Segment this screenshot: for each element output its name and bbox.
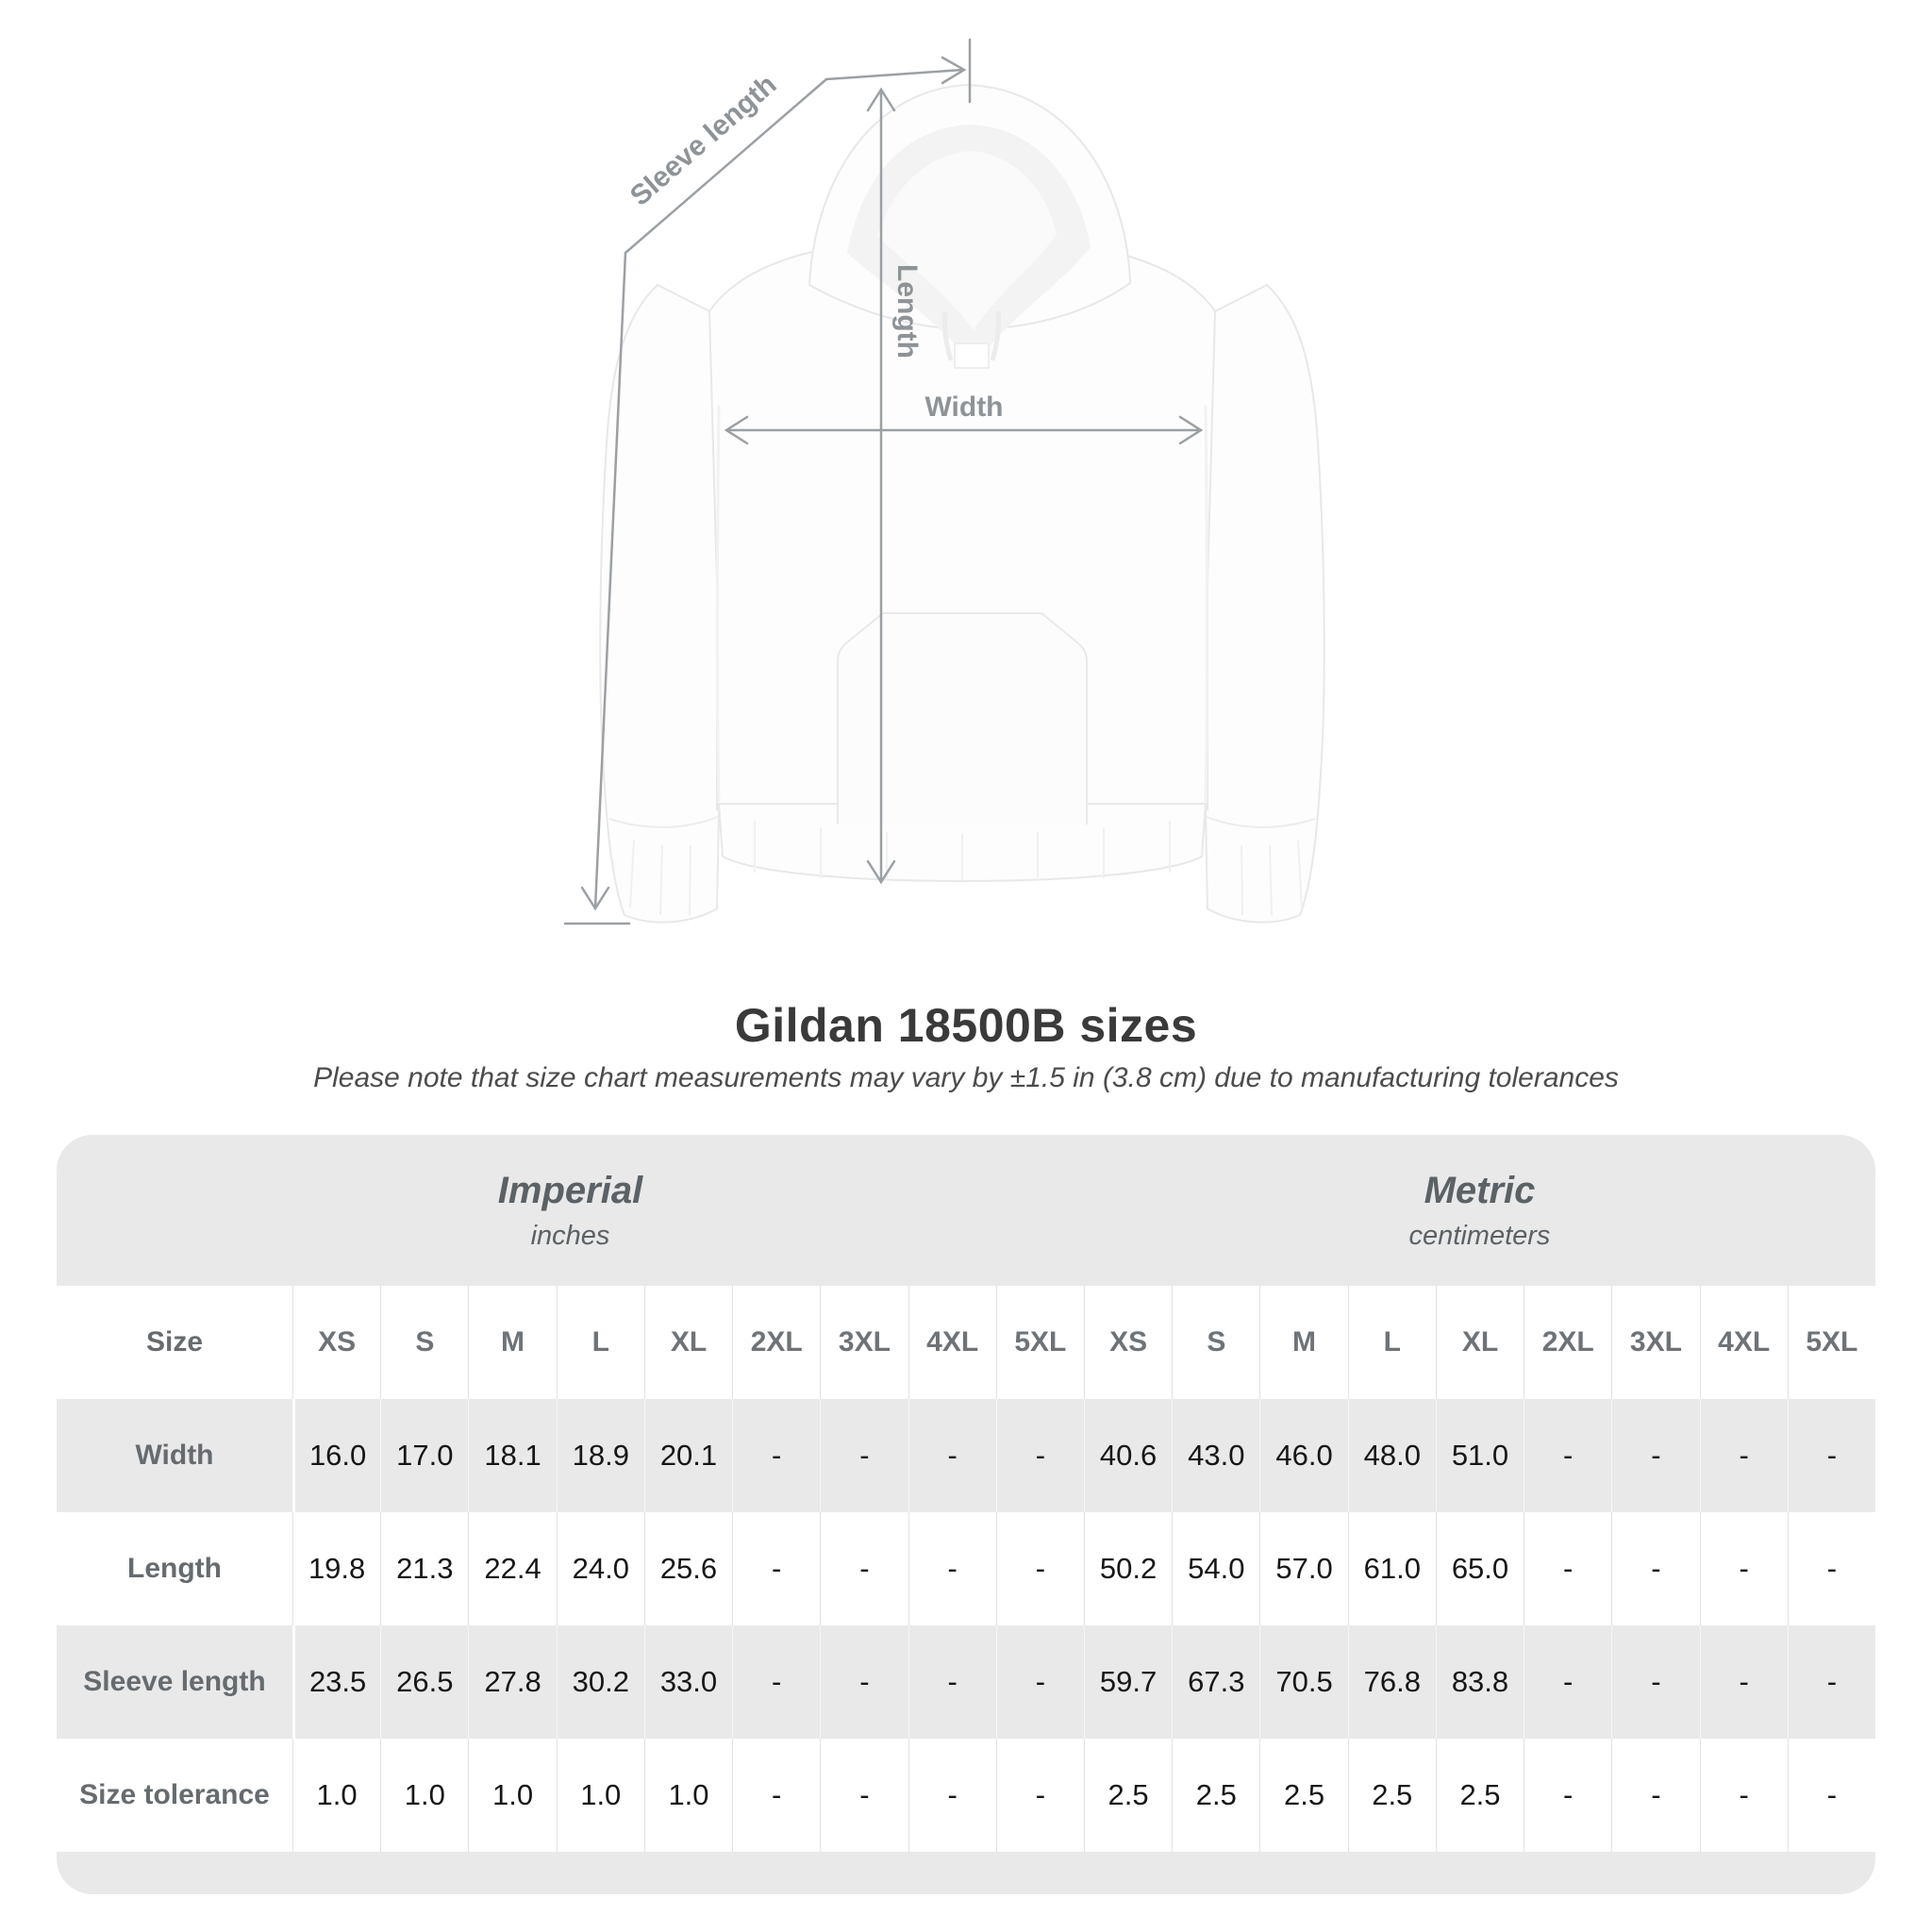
value-cell: - — [1700, 1512, 1788, 1625]
value-cell: 54.0 — [1172, 1512, 1259, 1625]
value-cell: - — [908, 1739, 996, 1852]
value-cell: 40.6 — [1084, 1399, 1172, 1512]
value-cell: 2.5 — [1172, 1739, 1259, 1852]
value-cell: 18.1 — [468, 1399, 556, 1512]
value-cell: - — [820, 1512, 908, 1625]
value-cell: - — [1700, 1399, 1788, 1512]
size-header-cell: XS — [1084, 1286, 1172, 1399]
value-cell: 70.5 — [1259, 1625, 1347, 1739]
size-header-cell: 2XL — [732, 1286, 820, 1399]
value-cell: 1.0 — [468, 1739, 556, 1852]
value-cell: - — [908, 1399, 996, 1512]
value-cell: 1.0 — [292, 1739, 380, 1852]
value-cell: - — [1611, 1625, 1699, 1739]
value-cell: 30.2 — [557, 1625, 644, 1739]
size-header-cell: S — [1172, 1286, 1259, 1399]
value-cell: 23.5 — [292, 1625, 380, 1739]
imperial-unit: inches — [530, 1220, 610, 1251]
value-cell: - — [1611, 1399, 1699, 1512]
value-cell: 22.4 — [468, 1512, 556, 1625]
value-cell: 59.7 — [1084, 1625, 1172, 1739]
value-cell: 1.0 — [557, 1739, 644, 1852]
size-header-cell: XS — [292, 1286, 380, 1399]
size-header-cell: M — [468, 1286, 556, 1399]
value-cell: 2.5 — [1259, 1739, 1347, 1852]
value-cell: - — [996, 1399, 1084, 1512]
value-cell: 50.2 — [1084, 1512, 1172, 1625]
value-cell: 17.0 — [380, 1399, 468, 1512]
value-cell: - — [1524, 1399, 1611, 1512]
size-header-cell: XL — [1436, 1286, 1524, 1399]
row-label: Size tolerance — [57, 1739, 292, 1852]
row-label: Sleeve length — [57, 1625, 292, 1739]
value-cell: - — [1611, 1512, 1699, 1625]
size-column-header: Size — [57, 1286, 292, 1399]
value-cell: - — [1524, 1512, 1611, 1625]
value-cell: 2.5 — [1084, 1739, 1172, 1852]
value-cell: - — [732, 1625, 820, 1739]
size-header-cell: 2XL — [1524, 1286, 1611, 1399]
value-cell: - — [1524, 1625, 1611, 1739]
value-cell: 26.5 — [380, 1625, 468, 1739]
value-cell: 83.8 — [1436, 1625, 1524, 1739]
value-cell: 43.0 — [1172, 1399, 1259, 1512]
metric-group-header — [1084, 1135, 1875, 1286]
value-cell: 18.9 — [557, 1399, 644, 1512]
size-header-cell: 5XL — [1788, 1286, 1875, 1399]
value-cell: 65.0 — [1436, 1512, 1524, 1625]
page-title: Gildan 18500B sizes — [734, 999, 1198, 1052]
sleeve-length-label: Sleeve length — [624, 68, 783, 212]
value-cell: - — [1700, 1739, 1788, 1852]
size-header-cell: S — [380, 1286, 468, 1399]
value-cell: 2.5 — [1436, 1739, 1524, 1852]
value-cell: 51.0 — [1436, 1399, 1524, 1512]
value-cell: 25.6 — [644, 1512, 732, 1625]
size-table-card — [57, 1135, 1875, 1894]
size-header-cell: XL — [644, 1286, 732, 1399]
value-cell: - — [1611, 1739, 1699, 1852]
value-cell: 76.8 — [1348, 1625, 1436, 1739]
value-cell: 67.3 — [1172, 1625, 1259, 1739]
size-header-cell: 4XL — [1700, 1286, 1788, 1399]
value-cell: 21.3 — [380, 1512, 468, 1625]
size-header-cell: 3XL — [1611, 1286, 1699, 1399]
value-cell: 27.8 — [468, 1625, 556, 1739]
value-cell: 61.0 — [1348, 1512, 1436, 1625]
value-cell: 16.0 — [292, 1399, 380, 1512]
value-cell: - — [820, 1399, 908, 1512]
value-cell: - — [996, 1625, 1084, 1739]
value-cell: 1.0 — [644, 1739, 732, 1852]
value-cell: 48.0 — [1348, 1399, 1436, 1512]
value-cell: 24.0 — [557, 1512, 644, 1625]
value-cell: - — [1524, 1739, 1611, 1852]
size-header-cell: 5XL — [996, 1286, 1084, 1399]
size-header-cell: 3XL — [820, 1286, 908, 1399]
value-cell: - — [996, 1512, 1084, 1625]
value-cell: - — [908, 1512, 996, 1625]
size-header-cell: M — [1259, 1286, 1347, 1399]
value-cell: 1.0 — [380, 1739, 468, 1852]
value-cell: 2.5 — [1348, 1739, 1436, 1852]
value-cell: - — [996, 1739, 1084, 1852]
size-header-cell: 4XL — [908, 1286, 996, 1399]
metric-unit: centimeters — [1408, 1220, 1551, 1251]
value-cell: 46.0 — [1259, 1399, 1347, 1512]
value-cell: 19.8 — [292, 1512, 380, 1625]
value-cell: - — [732, 1399, 820, 1512]
value-cell: - — [732, 1512, 820, 1625]
value-cell: - — [1788, 1512, 1875, 1625]
value-cell: 33.0 — [644, 1625, 732, 1739]
width-label: Width — [924, 391, 1004, 423]
row-label: Length — [57, 1512, 292, 1625]
value-cell: - — [1788, 1399, 1875, 1512]
tolerance-note: Please note that size chart measurements may vary by ±1.5 in (3.8 cm) due to manufacturing tolerances — [313, 1062, 1619, 1093]
value-cell: - — [1788, 1739, 1875, 1852]
value-cell: - — [1788, 1625, 1875, 1739]
size-table — [57, 1135, 1875, 1852]
size-header-cell: L — [557, 1286, 644, 1399]
value-cell: - — [732, 1739, 820, 1852]
imperial-title: Imperial — [497, 1169, 643, 1211]
size-header-cell: L — [1348, 1286, 1436, 1399]
value-cell: 57.0 — [1259, 1512, 1347, 1625]
row-label: Width — [57, 1399, 292, 1512]
value-cell: - — [908, 1625, 996, 1739]
imperial-group-header — [57, 1135, 1084, 1286]
hoodie-image — [600, 85, 1324, 923]
value-cell: 20.1 — [644, 1399, 732, 1512]
value-cell: - — [820, 1625, 908, 1739]
value-cell: - — [1700, 1625, 1788, 1739]
value-cell: - — [820, 1739, 908, 1852]
length-label: Length — [891, 264, 923, 358]
metric-title: Metric — [1424, 1169, 1536, 1211]
